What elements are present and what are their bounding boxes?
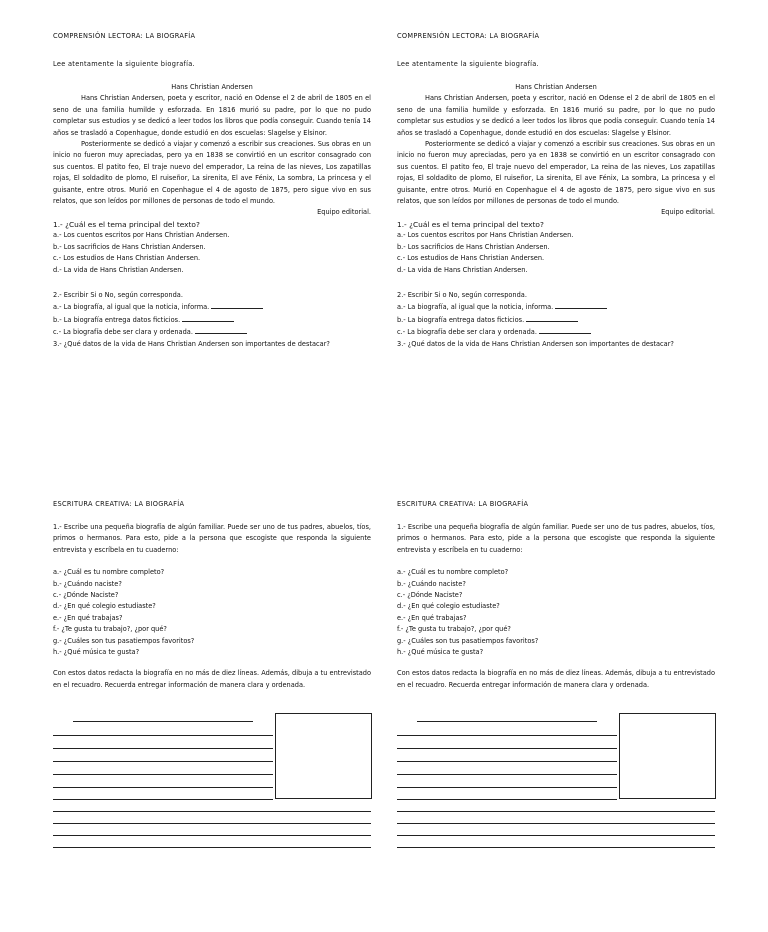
question-3: 3.- ¿Qué datos de la vida de Hans Christian Andersen son importantes de destacar? (397, 339, 674, 348)
question-2: 2.- Escribir Si o No, según corresponda. (53, 290, 183, 299)
writing-intro: 1.- Escribe una pequeña biografía de algún familiar. Puede ser uno de tus padres, abuelos, tíos, primos o hermanos. Para esto, pide a la persona que escogiste que responda la siguiente entrevista y escríbela en tu cuaderno: (397, 523, 715, 554)
question-1-option: c.- Los estudios de Hans Christian Andersen. (53, 254, 201, 263)
writing-line[interactable] (53, 774, 273, 775)
writing-line[interactable] (397, 811, 715, 812)
writing-line[interactable] (53, 823, 371, 824)
interview-question: f.- ¿Te gusta tu trabajo?, ¿por qué? (53, 625, 167, 634)
writing-line[interactable] (397, 761, 617, 762)
question-1: 1.- ¿Cuál es el tema principal del texto? (53, 219, 200, 229)
bio-paragraph-2: Posteriormente se dedicó a viajar y comenzó a escribir sus creaciones. Sus obras en un inicio no fueron muy apreciadas, pero ya en 1838 se convirtió en un escritor consagrado con sus cuentos. El patito feo, El traje nuevo del emperador, La reina de las nieves, Los zapatillas rojas, El soldadito de plomo, El ruiseñor, La sirenita, El ave Fénix, La sombra, La princesa y el guisante, entre otros. Murió en Copenhague el 4 de agosto de 1875, pero sigue vivo en sus relatos, que son leídos por millones de personas de todo el mundo. (53, 140, 371, 206)
interview-question: b.- ¿Cuándo naciste? (53, 579, 122, 588)
interview-question: c.- ¿Dónde Naciste? (397, 591, 463, 600)
writing-title: ESCRITURA CREATIVA: LA BIOGRAFÍA (53, 500, 185, 508)
writing-line[interactable] (397, 774, 617, 775)
bio-credit: Equipo editorial. (317, 208, 371, 217)
writing-line[interactable] (53, 811, 371, 812)
bio-title: Hans Christian Andersen (515, 83, 597, 91)
question-2-item: c.- La biografía debe ser clara y ordenada. (53, 326, 371, 338)
reading-title: COMPRENSIÓN LECTORA: LA BIOGRAFÍA (397, 32, 540, 40)
drawing-box[interactable] (275, 713, 372, 799)
reading-instruction: Lee atentamente la siguiente biografía. (53, 60, 196, 68)
question-1-option: d.- La vida de Hans Christian Andersen. (397, 265, 528, 274)
interview-question: f.- ¿Te gusta tu trabajo?, ¿por qué? (397, 625, 511, 634)
drawing-box[interactable] (619, 713, 716, 799)
bio-paragraph-1: Hans Christian Andersen, poeta y escritor, nació en Odense el 2 de abril de 1805 en el seno de una familia humilde y esforzada. En 1816 murió su padre, por lo que no pudo completar sus estudios y se dedicó a leer todos los libros que podía conseguir. Cuando tenía 14 años se trasladó a Copenhague, donde estudió en dos escuelas: Slagelse y Elsinor. (397, 94, 715, 137)
interview-question: h.- ¿Qué música te gusta? (53, 648, 140, 657)
interview-question: c.- ¿Dónde Naciste? (53, 591, 119, 600)
writing-line[interactable] (53, 761, 273, 762)
interview-question: e.- ¿En qué trabajas? (397, 613, 467, 622)
interview-question: a.- ¿Cuál es tu nombre completo? (397, 568, 509, 577)
writing-line[interactable] (53, 748, 273, 749)
writing-closing: Con estos datos redacta la biografía en no más de diez líneas. Además, dibuja a tu entrevistado en el recuadro. Recuerda entregar información de manera clara y ordenada. (53, 669, 371, 689)
reading-section-left (53, 31, 371, 411)
answer-blank[interactable] (195, 326, 247, 334)
writing-line[interactable] (397, 799, 617, 800)
writing-line[interactable] (53, 847, 371, 848)
writing-intro: 1.- Escribe una pequeña biografía de algún familiar. Puede ser uno de tus padres, abuelos, tíos, primos o hermanos. Para esto, pide a la persona que escogiste que responda la siguiente entrevista y escríbela en tu cuaderno: (53, 523, 371, 554)
question-1-option: b.- Los sacrificios de Hans Christian Andersen. (397, 242, 550, 251)
reading-section-right (397, 31, 715, 411)
interview-question: b.- ¿Cuándo naciste? (397, 579, 466, 588)
answer-blank[interactable] (211, 301, 263, 309)
writing-title: ESCRITURA CREATIVA: LA BIOGRAFÍA (397, 500, 529, 508)
writing-section-left (53, 499, 371, 859)
reading-title: COMPRENSIÓN LECTORA: LA BIOGRAFÍA (53, 32, 196, 40)
question-2-item: c.- La biografía debe ser clara y ordenada. (397, 326, 715, 338)
writing-line[interactable] (53, 735, 273, 736)
interview-question: g.- ¿Cuáles son tus pasatiempos favoritos? (397, 636, 539, 645)
interview-question: d.- ¿En qué colegio estudiaste? (397, 602, 500, 611)
question-2-item: a.- La biografía, al igual que la noticia, informa. (53, 301, 371, 313)
bio-paragraph-1: Hans Christian Andersen, poeta y escritor, nació en Odense el 2 de abril de 1805 en el seno de una familia humilde y esforzada. En 1816 murió su padre, por lo que no pudo completar sus estudios y se dedicó a leer todos los libros que podía conseguir. Cuando tenía 14 años se trasladó a Copenhague, donde estudió en dos escuelas: Slagelse y Elsinor. (53, 94, 371, 137)
question-1-option: c.- Los estudios de Hans Christian Andersen. (397, 254, 545, 263)
bio-title: Hans Christian Andersen (171, 83, 253, 91)
answer-blank[interactable] (539, 326, 591, 334)
question-2-item: b.- La biografía entrega datos ficticios. (53, 314, 371, 326)
writing-line[interactable] (53, 835, 371, 836)
interview-question: g.- ¿Cuáles son tus pasatiempos favoritos? (53, 636, 195, 645)
answer-blank[interactable] (555, 301, 607, 309)
question-1-option: a.- Los cuentos escritos por Hans Christian Andersen. (397, 231, 574, 240)
question-3: 3.- ¿Qué datos de la vida de Hans Christian Andersen son importantes de destacar? (53, 339, 330, 348)
question-1-option: a.- Los cuentos escritos por Hans Christian Andersen. (53, 231, 230, 240)
writing-section-right (397, 499, 715, 859)
writing-line[interactable] (73, 721, 253, 722)
writing-line[interactable] (397, 835, 715, 836)
writing-line[interactable] (417, 721, 597, 722)
interview-question: e.- ¿En qué trabajas? (53, 613, 123, 622)
question-1-option: d.- La vida de Hans Christian Andersen. (53, 265, 184, 274)
writing-line[interactable] (397, 847, 715, 848)
writing-line[interactable] (397, 735, 617, 736)
question-2-item: b.- La biografía entrega datos ficticios. (397, 314, 715, 326)
writing-line[interactable] (53, 787, 273, 788)
writing-line[interactable] (397, 748, 617, 749)
writing-line[interactable] (397, 787, 617, 788)
question-1-option: b.- Los sacrificios de Hans Christian Andersen. (53, 242, 206, 251)
bio-credit: Equipo editorial. (661, 208, 715, 217)
interview-question: d.- ¿En qué colegio estudiaste? (53, 602, 156, 611)
question-1: 1.- ¿Cuál es el tema principal del texto? (397, 219, 544, 229)
reading-instruction: Lee atentamente la siguiente biografía. (397, 60, 540, 68)
interview-question: h.- ¿Qué música te gusta? (397, 648, 484, 657)
question-2: 2.- Escribir Si o No, según corresponda. (397, 290, 527, 299)
question-2-item: a.- La biografía, al igual que la noticia, informa. (397, 301, 715, 313)
bio-paragraph-2: Posteriormente se dedicó a viajar y comenzó a escribir sus creaciones. Sus obras en un inicio no fueron muy apreciadas, pero ya en 1838 se convirtió en un escritor consagrado con sus cuentos. El patito feo, El traje nuevo del emperador, La reina de las nieves, Los zapatillas rojas, El soldadito de plomo, El ruiseñor, La sirenita, El ave Fénix, La sombra, La princesa y el guisante, entre otros. Murió en Copenhague el 4 de agosto de 1875, pero sigue vivo en sus relatos, que son leídos por millones de personas de todo el mundo. (397, 140, 715, 206)
writing-closing: Con estos datos redacta la biografía en no más de diez líneas. Además, dibuja a tu entrevistado en el recuadro. Recuerda entregar información de manera clara y ordenada. (397, 669, 715, 689)
interview-question: a.- ¿Cuál es tu nombre completo? (53, 568, 165, 577)
answer-blank[interactable] (526, 314, 578, 322)
answer-blank[interactable] (182, 314, 234, 322)
writing-line[interactable] (53, 799, 273, 800)
writing-line[interactable] (397, 823, 715, 824)
